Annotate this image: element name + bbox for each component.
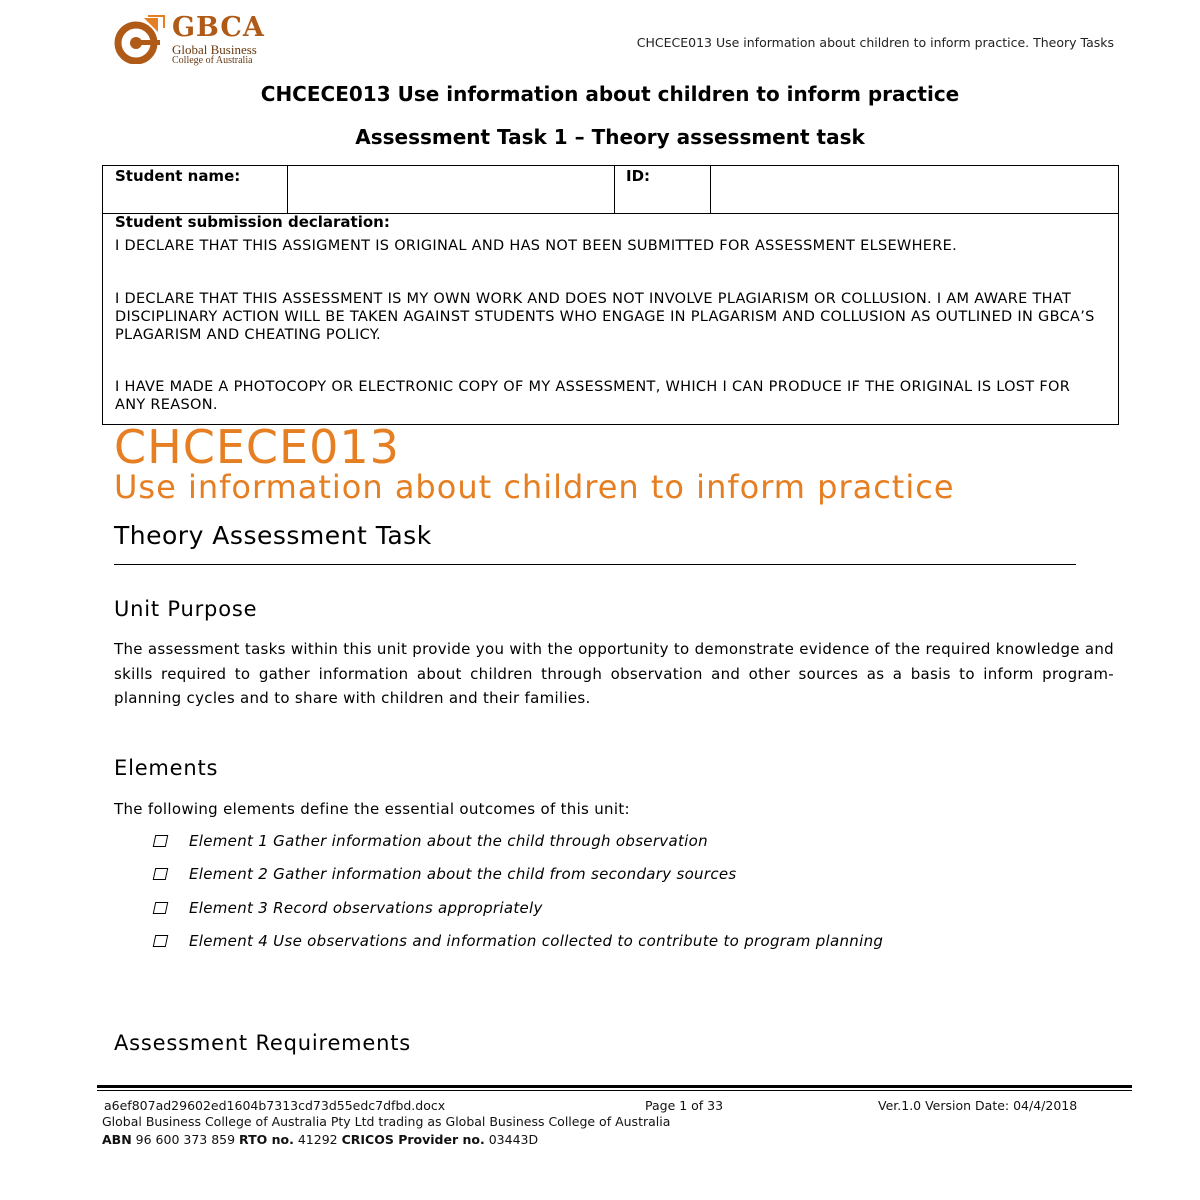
logo-text: GBCA <box>172 12 265 43</box>
elements-intro: The following elements define the essential outcomes of this unit: <box>114 800 630 818</box>
header-document-title: CHCECE013 Use information about children to inform practice. Theory Tasks <box>636 35 1114 50</box>
gbca-logo <box>114 14 304 64</box>
unit-purpose-text: The assessment tasks within this unit provide you with the opportunity to demonstrate evidence of the required knowledge and skills required to gather information about children through observation and other sources as a basis to inform program-planning cycles and to share with children and their families. <box>114 640 1114 707</box>
unit-title: CHCECE013 Use information about children to inform practice <box>260 82 960 106</box>
student-id-field[interactable] <box>711 166 1118 213</box>
footer-filename: a6ef807ad29602ed1604b7313cd73d55edc7dfbd.docx <box>104 1098 446 1113</box>
logo-subtitle-2: College of Australia <box>172 55 253 66</box>
student-id-label: ID: <box>626 167 651 185</box>
student-name-label: Student name: <box>115 167 241 185</box>
unit-purpose-heading: Unit Purpose <box>114 597 258 621</box>
declaration-copy: I HAVE MADE A PHOTOCOPY OR ELECTRONIC COPY OF MY ASSESSMENT, WHICH I CAN PRODUCE IF THE ORIGINAL IS LOST FOR ANY REASON. <box>115 379 1071 413</box>
list-item: Element 1 Gather information about the child through observation <box>154 832 708 850</box>
gbca-emblem-icon <box>114 14 170 64</box>
elements-heading: Elements <box>114 756 219 780</box>
checkbox-bullet-icon <box>153 868 169 880</box>
student-name-field[interactable] <box>288 166 614 213</box>
logo-subtitle-1: Global Business <box>172 42 257 57</box>
list-item: Element 3 Record observations appropriately <box>154 899 543 917</box>
checkbox-bullet-icon <box>153 935 169 947</box>
cover-subtitle: Theory Assessment Task <box>114 521 432 550</box>
footer-company: Global Business College of Australia Pty Ltd trading as Global Business College of Australia <box>102 1114 671 1129</box>
subtitle-divider <box>114 564 1076 565</box>
footer-version: Ver.1.0 Version Date: 04/4/2018 <box>878 1098 1078 1113</box>
footer-divider-thin <box>97 1090 1132 1091</box>
checkbox-bullet-icon <box>153 835 169 847</box>
checkbox-bullet-icon <box>153 902 169 914</box>
task-title: Assessment Task 1 – Theory assessment task <box>355 125 865 149</box>
list-item: Element 2 Gather information about the child from secondary sources <box>154 865 737 883</box>
footer-page-number: Page 1 of 33 <box>645 1098 724 1113</box>
student-details-table <box>102 165 1119 425</box>
list-item: Element 4 Use observations and information collected to contribute to program planning <box>154 932 883 950</box>
assessment-requirements-heading: Assessment Requirements <box>114 1031 412 1055</box>
cover-unit-title: Use information about children to inform practice <box>114 468 955 506</box>
footer-registration: ABN 96 600 373 859 RTO no. 41292 CRICOS Provider no. 03443D <box>102 1132 539 1147</box>
cover-unit-code: CHCECE013 <box>114 420 400 474</box>
footer-divider <box>97 1085 1132 1088</box>
declaration-original: I DECLARE THAT THIS ASSIGMENT IS ORIGINAL AND HAS NOT BEEN SUBMITTED FOR ASSESSMENT ELSEWHERE. <box>115 238 957 254</box>
declaration-own-work: I DECLARE THAT THIS ASSESSMENT IS MY OWN WORK AND DOES NOT INVOLVE PLAGIARISM OR COLLUSION. I AM AWARE THAT DISCIPLINARY ACTION WILL BE TAKEN AGAINST STUDENTS WHO ENGAGE IN PLAGARISM AND COLLUSION AS OUTLINED IN GBCA’S PLAGARISM AND CHEATING POLICY. <box>115 291 1095 343</box>
declaration-label: Student submission declaration: <box>115 213 390 231</box>
